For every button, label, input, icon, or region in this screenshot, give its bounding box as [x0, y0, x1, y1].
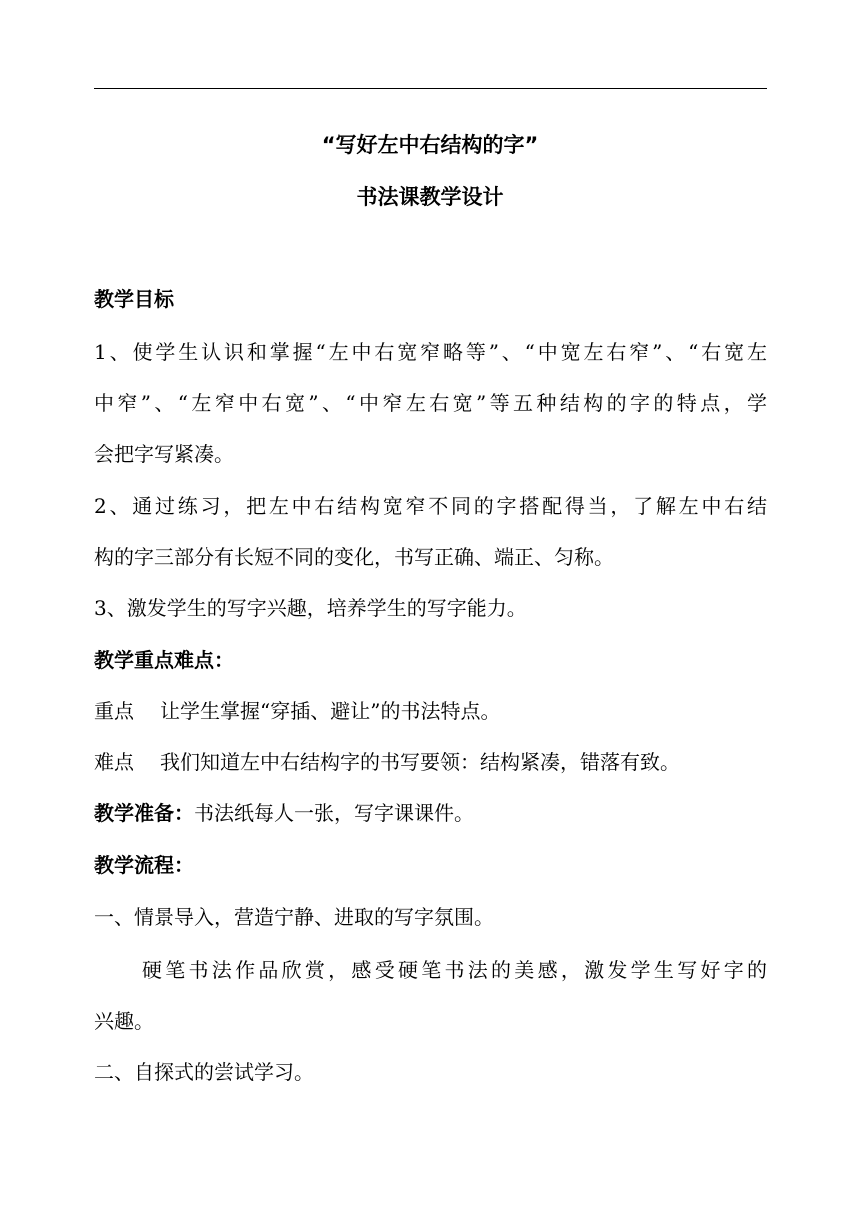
focus-label: 重点 [94, 699, 134, 723]
focus-text: 让学生掌握“穿插、避让”的书法特点。 [160, 699, 501, 723]
document-subtitle: 书法课教学设计 [356, 185, 504, 209]
process-step-1-detail-line-2: 兴趣。 [94, 1009, 154, 1033]
process-step-2: 二、自探式的尝试学习。 [94, 1060, 314, 1084]
focus-row [94, 696, 767, 726]
key-points-heading: 教学重点难点： [94, 648, 234, 672]
objective-1-line-2: 中窄”、“左窄中右宽”、“中窄左右宽”等五种结构的字的特点，学 [94, 391, 767, 415]
preparation-text: 书法纸每人一张，写字课课件。 [194, 801, 474, 825]
objective-2-line-2: 构的字三部分有长短不同的变化，书写正确、端正、匀称。 [94, 545, 614, 569]
difficulty-text: 我们知道左中右结构字的书写要领：结构紧凑，错落有致。 [160, 750, 680, 774]
process-step-1: 一、情景导入，营造宁静、进取的写字氛围。 [94, 905, 494, 929]
objective-1-line-1: 1、使学生认识和掌握“左中右宽窄略等”、“中宽左右窄”、“右宽左 [94, 340, 767, 364]
difficulty-label: 难点 [94, 750, 134, 774]
objective-1-line-3: 会把字写紧凑。 [94, 442, 234, 466]
process-heading: 教学流程： [94, 853, 194, 877]
preparation-row [94, 798, 767, 828]
preparation-label: 教学准备： [94, 801, 194, 825]
document-title: “写好左中右结构的字” [321, 133, 539, 157]
header-rule [94, 88, 767, 89]
difficulty-row [94, 747, 767, 777]
objective-3-line-1: 3、激发学生的写字兴趣，培养学生的写字能力。 [94, 596, 527, 620]
process-step-1-detail-line-1: 硬笔书法作品欣赏，感受硬笔书法的美感，激发学生写好字的 [142, 958, 767, 982]
objectives-heading: 教学目标 [94, 287, 174, 311]
objective-2-line-1: 2、通过练习，把左中右结构宽窄不同的字搭配得当，了解左中右结 [94, 494, 767, 518]
